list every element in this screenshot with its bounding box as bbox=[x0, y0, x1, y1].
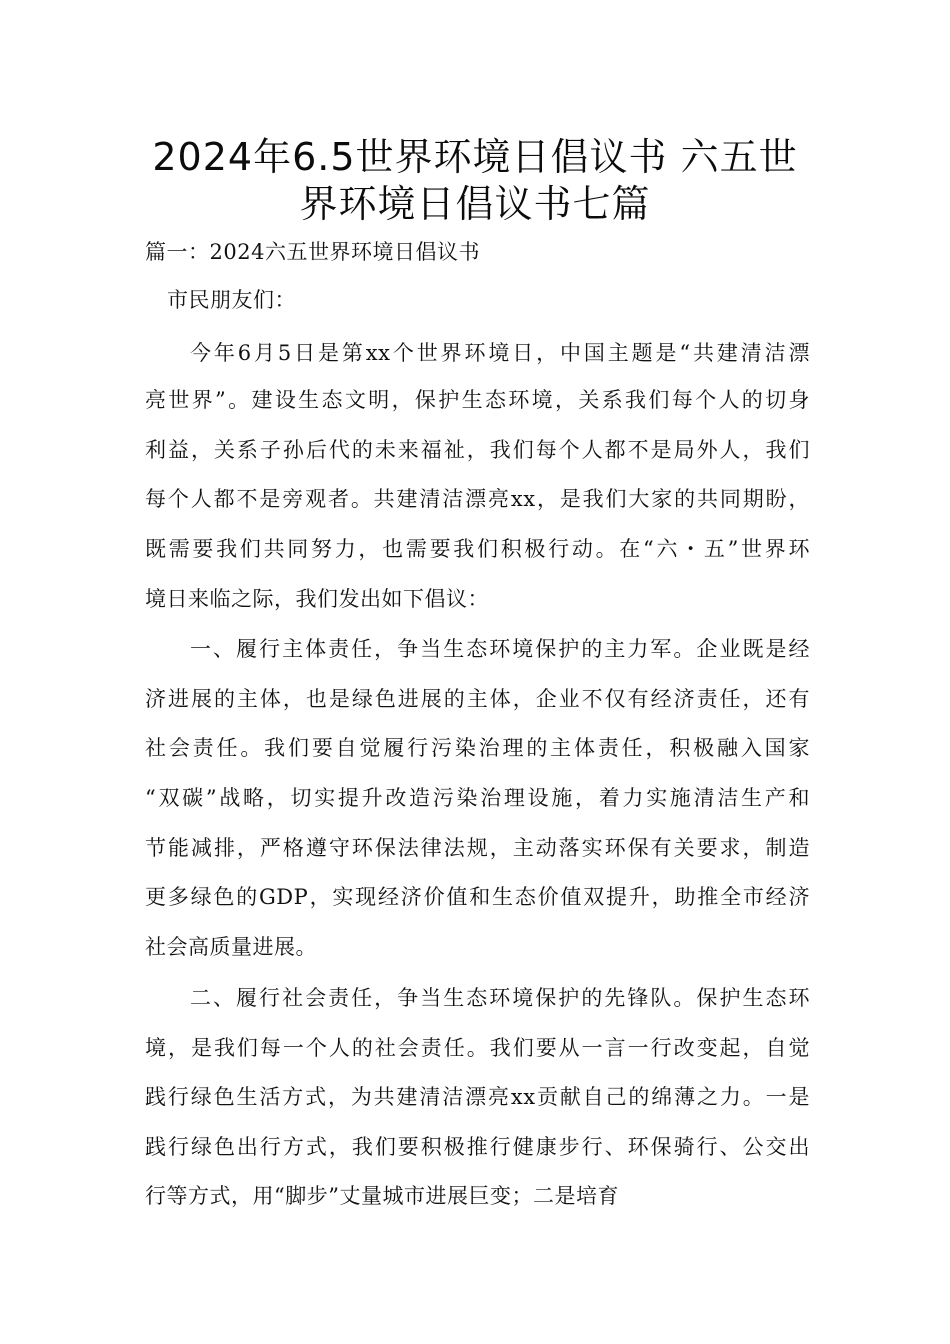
paragraph-2-line-3: 社会责任。我们要自觉履行污染治理的主体责任，积极融入国家 bbox=[145, 736, 810, 760]
paragraph-1-line-2: 亮世界”。建设生态文明，保护生态环境，关系我们每个人的切身 bbox=[145, 388, 810, 412]
paragraph-1-line-1: 今年6月5日是第xx个世界环境日，中国主题是“共建清洁漂 bbox=[190, 341, 810, 365]
document-title-line-1: 2024年6.5世界环境日倡议书 六五世 bbox=[152, 135, 798, 179]
paragraph-1-line-3: 利益，关系子孙后代的未来福祉，我们每个人都不是局外人，我们 bbox=[145, 438, 810, 462]
paragraph-3-line-1: 二、履行社会责任，争当生态环境保护的先锋队。保护生态环 bbox=[190, 986, 810, 1010]
paragraph-3-line-5: 行等方式，用“脚步”丈量城市进展巨变；二是培育 bbox=[145, 1184, 619, 1208]
paragraph-2-line-4: “双碳”战略，切实提升改造污染治理设施，着力实施清洁生产和 bbox=[145, 786, 810, 810]
paragraph-2-line-5: 节能减排，严格遵守环保法律法规，主动落实环保有关要求，制造 bbox=[145, 836, 810, 860]
paragraph-2-line-6: 更多绿色的GDP，实现经济价值和生态价值双提升，助推全市经济 bbox=[145, 885, 810, 909]
paragraph-2-line-7: 社会高质量进展。 bbox=[145, 935, 317, 959]
document-title-line-2: 界环境日倡议书七篇 bbox=[299, 182, 651, 226]
paragraph-3-line-4: 践行绿色出行方式，我们要积极推行健康步行、环保骑行、公交出 bbox=[145, 1135, 810, 1159]
paragraph-2-line-2: 济进展的主体，也是绿色进展的主体，企业不仅有经济责任，还有 bbox=[145, 687, 810, 711]
salutation: 市民朋友们： bbox=[167, 288, 296, 312]
paragraph-1-line-5: 既需要我们共同努力，也需要我们积极行动。在“六・五”世界环 bbox=[145, 537, 810, 561]
paragraph-3-line-2: 境，是我们每一个人的社会责任。我们要从一言一行改变起，自觉 bbox=[145, 1036, 810, 1060]
section-heading: 篇一：2024六五世界环境日倡议书 bbox=[145, 240, 480, 264]
paragraph-1-line-6: 境日来临之际，我们发出如下倡议： bbox=[145, 587, 489, 611]
paragraph-2-line-1: 一、履行主体责任，争当生态环境保护的主力军。企业既是经 bbox=[190, 637, 810, 661]
paragraph-3-line-3: 践行绿色生活方式，为共建清洁漂亮xx贡献自己的绵薄之力。一是 bbox=[145, 1085, 810, 1109]
paragraph-1-line-4: 每个人都不是旁观者。共建清洁漂亮xx，是我们大家的共同期盼， bbox=[145, 487, 810, 511]
